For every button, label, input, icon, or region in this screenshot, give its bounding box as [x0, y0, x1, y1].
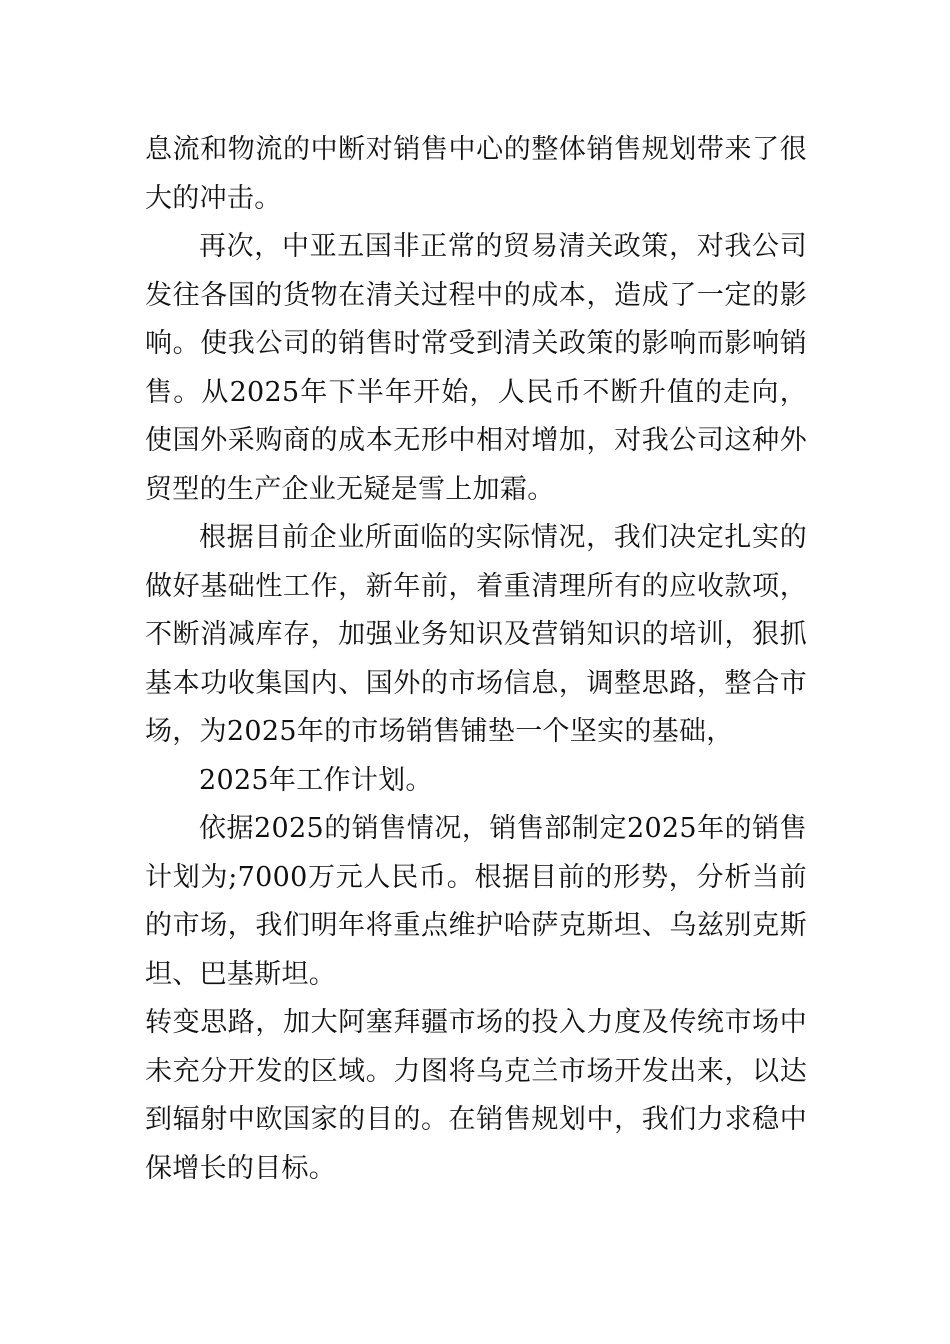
paragraph-continuation: 息流和物流的中断对销售中心的整体销售规划带来了很大的冲击。 [145, 134, 807, 214]
document-body [145, 126, 807, 1193]
paragraph-sales-plan: 依据2025的销售情况，销售部制定2025年的销售计划为;7000万元人民币。根据目前的形势，分析当前的市场，我们明年将重点维护哈萨克斯坦、乌兹别克斯坦、巴基斯坦。 [145, 813, 807, 990]
paragraph-groundwork: 根据目前企业所面临的实际情况，我们决定扎实的做好基础性工作，新年前，着重清理所有的应收款项，不断消减库存，加强业务知识及营销知识的培训，狠抓基本功收集国内、国外的市场信息，调整思路，整合市场，为2025年的市场销售铺垫一个坚实的基础， [145, 522, 807, 747]
paragraph-customs-policy: 再次，中亚五国非正常的贸易清关政策，对我公司发往各国的货物在清关过程中的成本，造成了一定的影响。使我公司的销售时常受到清关政策的影响而影响销售。从2025年下半年开始，人民币不断升值的走向，使国外采购商的成本无形中相对增加，对我公司这种外贸型的生产企业无疑是雪上加霜。 [145, 231, 807, 505]
paragraph-strategy: 转变思路，加大阿塞拜疆市场的投入力度及传统市场中未充分开发的区域。力图将乌克兰市场开发出来，以达到辐射中欧国家的目的。在销售规划中，我们力求稳中保增长的目标。 [145, 1007, 807, 1184]
section-heading-work-plan: 2025年工作计划。 [199, 764, 433, 796]
